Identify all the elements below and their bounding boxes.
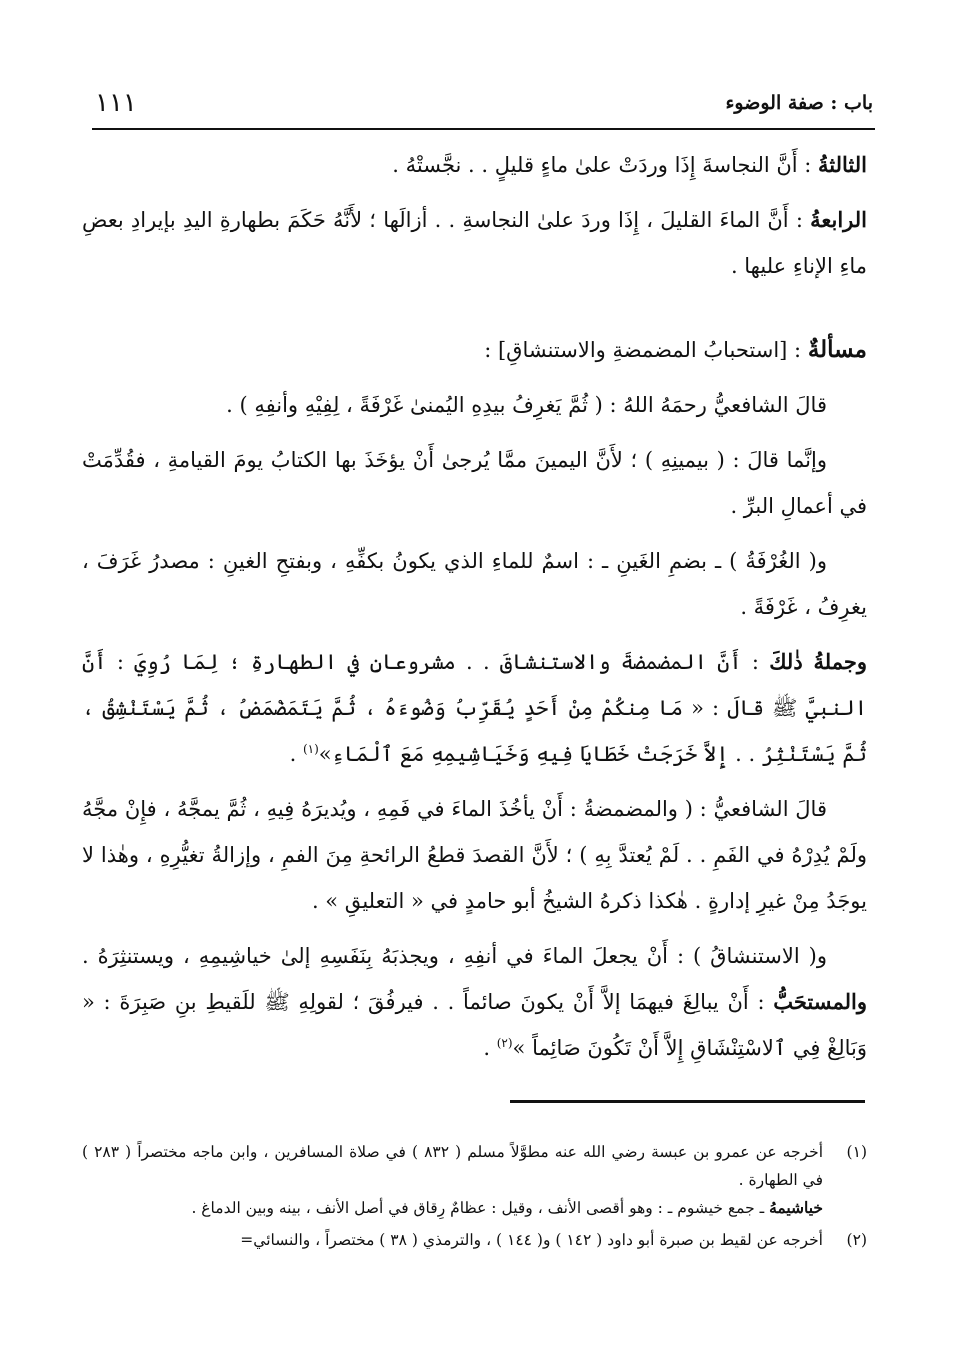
main-text — [82, 142, 867, 1080]
running-header — [95, 88, 873, 124]
term-fourth: الرابعةُ — [810, 207, 867, 232]
footnote-line: أخرجه عن عمرو بن عبسة رضي الله عنه مطوَّلاً مسلم ( ٨٣٢ ) في صلاة المسافرين ، وابن ماجه مختصراً ( ٢٨٣ ) في الطهارة . — [82, 1143, 824, 1189]
paragraph-fourth — [82, 197, 867, 289]
paragraph-text: قالَ الشافعيُّ : ( والمضمضةُ : أَنْ يأخُذَ الماءَ في فَمِهِ ، ويُديرَهُ فِيهِ ، ثُمَّ يمجَّهُ ، فإِنْ مجَّهُ ولَمْ يُدِرْهُ في الفَمِ . . لَمْ يُعتدَّ بِهِ ) ؛ لأَنَّ القصدَ قطعُ الرائحةِ مِنَ الفمِ ، وإزالةُ تغيُّرِهِ ، وهٰذا لا يوجَدُ مِنْ غيرِ إدارةٍ . هٰكذا ذكرهُ الشيخُ أبو حامدٍ في « التعليقِ » . — [82, 797, 867, 913]
paragraph-tail: . — [289, 742, 303, 766]
footnote-2 — [82, 1226, 867, 1254]
term-summary: وجملةُ ذٰلكَ — [769, 649, 867, 674]
paragraph-third — [82, 142, 867, 188]
footnote-gloss — [82, 1194, 823, 1222]
issue-label: مسألةٌ — [807, 336, 867, 363]
paragraph-text: : أَنَّ النجاسةَ إِذَا وردَتْ علىٰ ماءٍ قليلٍ . . نجَّستْهُ . — [392, 153, 819, 177]
paragraph-text: قالَ الشافعيُّ رحمَهُ اللهُ : ( ثُمَّ يَغرِفُ بيدِهِ اليُمنىٰ غَرْفَةً ، لِفِيْهِ وأنفِهِ ) . — [226, 393, 827, 417]
paragraph-tail: . — [483, 1036, 497, 1060]
paragraph-shafii-quote — [82, 382, 867, 428]
footnote-1 — [82, 1138, 867, 1222]
paragraph-istinshaq — [82, 933, 867, 1071]
footnote-mark: (١) — [846, 1143, 867, 1161]
issue-title: : [استحبابُ المضمضةِ والاستنشاقِ] : — [484, 338, 808, 362]
paragraph-text: : أَنَّ المضمضةَ والاستنشاقَ . . مشروعانِ في الطهارةِ ؛ لِمَا رُوِيَ : أَنَّ النبيَّ ﷺ قالَ : « مَا مِنكُمْ مِنْ أَحَدٍ يُقَرِّبُ وَضُوءَهُ ، ثُمَّ يَتَمَضْمَضُ ، ثُمَّ يَسْتَنْشِقُ ، ثُمَّ يَسْتَنْثِرُ . . إِلاَّ خَرَجَتْ خَطَايَا فِيهِ وَخَيَاشِيمِهِ مَعَ ٱلْمَاءِ» — [82, 650, 867, 766]
paragraph-right-hand — [82, 437, 867, 529]
page-number: ١١١ — [95, 88, 137, 118]
chapter-title: باب : صفة الوضوء — [725, 92, 873, 114]
footnotes — [82, 1138, 867, 1258]
footnote-line: أخرجه عن لقيط بن صبرة أبو داود ( ١٤٢ ) و( ١٤٤ ) ، والترمذي ( ٣٨ ) مختصراً ، والنسائي= — [240, 1231, 823, 1249]
term-third: الثالثةُ — [818, 152, 867, 177]
footnote-divider — [510, 1100, 865, 1103]
paragraph-text: : أَنَّ الماءَ القليلَ ، إِذَا وردَ علىٰ النجاسةِ . . أزالَها ؛ لأَنَّهُ حَكَمَ بطهارةِ اليدِ بإيرادِ بعضِ ماءِ الإناءِ عليها . — [82, 208, 867, 278]
footnote-text — [82, 1138, 823, 1222]
footnote-text — [82, 1226, 823, 1254]
paragraph-madmada — [82, 786, 867, 924]
footnote-ref-1[interactable]: (١) — [302, 742, 319, 756]
paragraph-text: و( الغُرْفَةُ ) ـ بضمِ الغَينِ ـ : اسمٌ للماءِ الذي يكونُ بكفِّهِ ، وبفتحِ الغينِ : مصدرُ غَرَفَ ، يغرِفُ ، غَرْفَةً . — [82, 549, 867, 619]
issue-heading — [82, 327, 867, 373]
paragraph-text: و( الاستنشاقُ ) : أَنْ يجعلَ الماءَ في أنفِهِ ، ويجذبَهُ بِنَفَسِهِ إلىٰ خياشِيمِهِ ، ويستنثِرَهُ . — [82, 944, 827, 968]
paragraph-summary — [82, 639, 867, 777]
gloss-text: ـ جمع خيشوم ـ : وهو أقصى الأنف ، وقيل : عظامٌ رِقاق في أصل الأنف ، بينه وبين الدماغ . — [191, 1199, 770, 1217]
header-divider — [92, 128, 875, 130]
term-recommended: والمستحَبُّ — [773, 989, 867, 1014]
footnote-mark: (٢) — [846, 1231, 867, 1249]
paragraph-text: وإنَّما قالَ : ( بيمينِهِ ) ؛ لأَنَّ اليمينَ ممَّا يُرجىٰ أَنْ يؤخَذَ بها الكتابُ يومَ القيامةِ ، فقُدِّمَتْ في أعمالِ البرِّ . — [82, 448, 867, 518]
gloss-term: خياشيمهُ — [769, 1198, 823, 1217]
paragraph-text-cont: : أَنْ يبالِغَ فيهمَا إلاَّ أَنْ يكونَ صائماً . . فيرفُقَ ؛ لقولِهِ ﷺ للَقيطِ بنِ صَبِرَةَ : « وَبَالِغْ فِي ٱلاسْتِنْشَاقِ إِلاَّ أَنْ تَكُونَ صَائِماً » — [82, 990, 867, 1060]
paragraph-ghurfa — [82, 538, 867, 630]
footnote-ref-2[interactable]: (٢) — [496, 1036, 513, 1050]
